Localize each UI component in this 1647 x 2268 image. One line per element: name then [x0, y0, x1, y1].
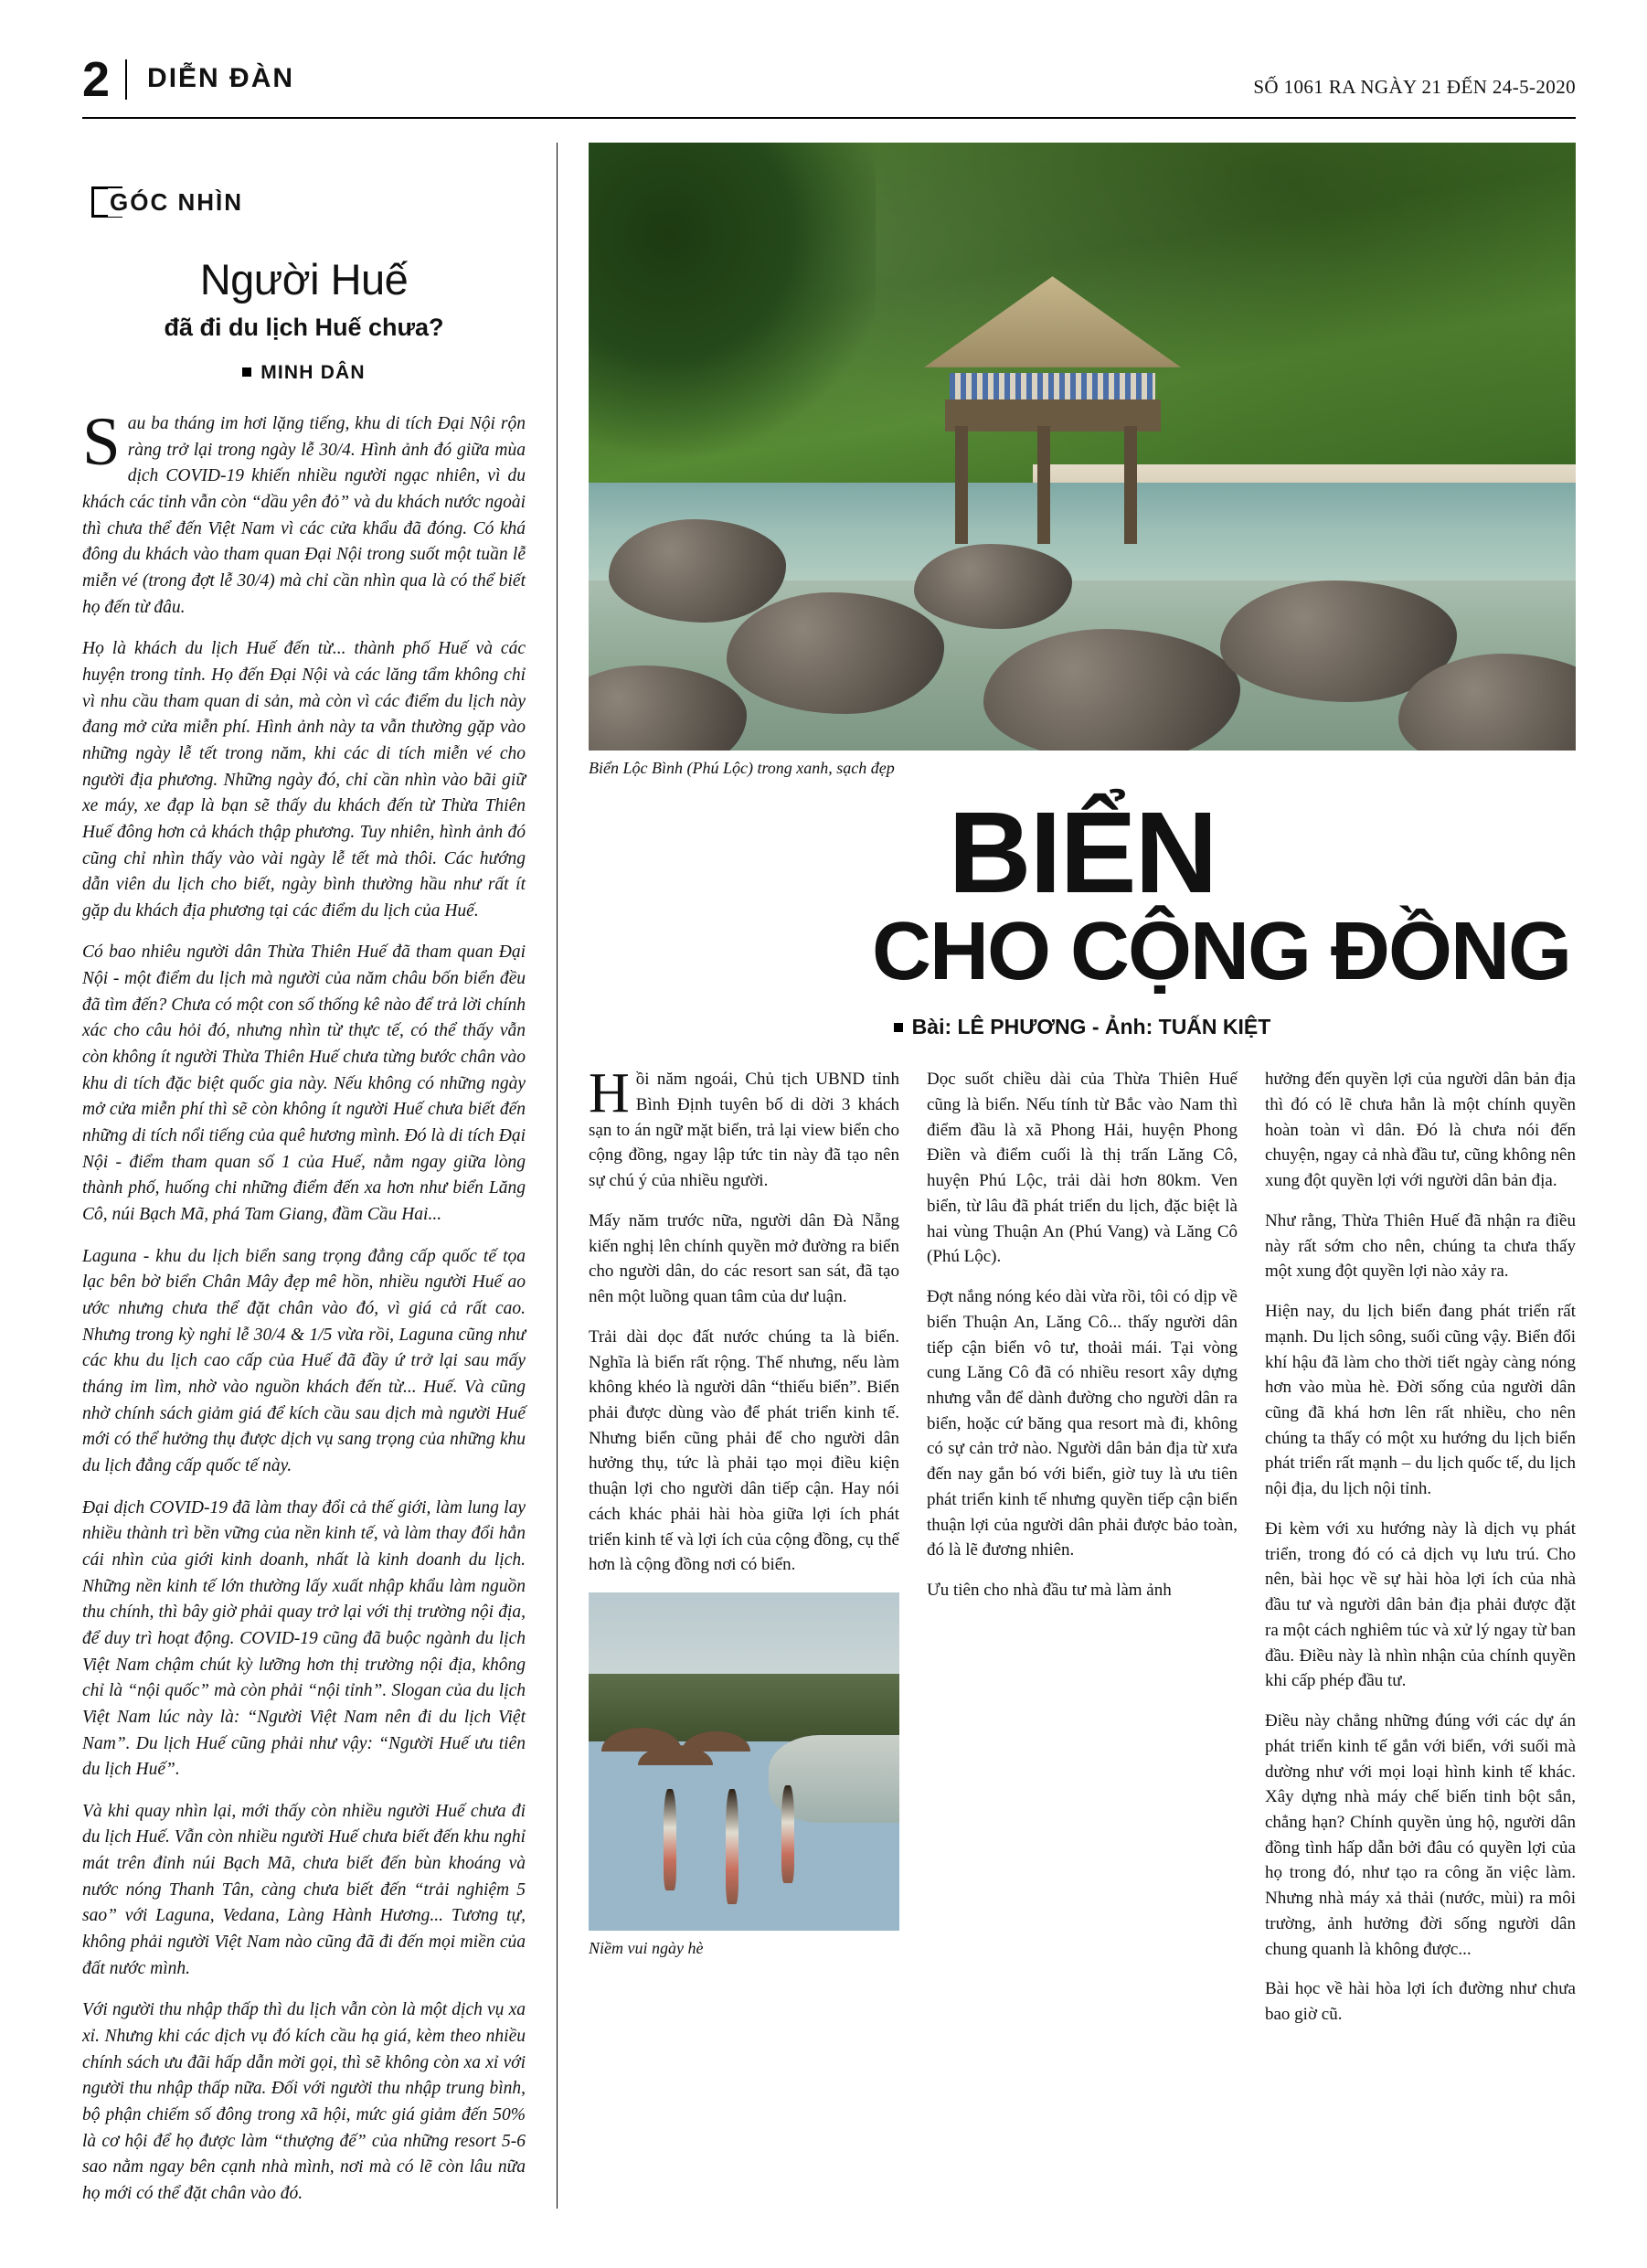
photo-child [726, 1789, 738, 1904]
kicker-label: GÓC NHÌN [110, 187, 243, 216]
feature-authors: Bài: LÊ PHƯƠNG - Ảnh: TUẤN KIỆT [911, 1015, 1271, 1039]
paragraph: Dọc suốt chiều dài của Thừa Thiên Huế cũng là biển. Nếu tính từ Bắc vào Nam thì điểm đầu là xã Phong Hải, huyện Phong Điền và điểm cuối là thị trấn Lăng Cô, huyện Phú Lộc, trải dài hơn 80km. Ven biển, từ lâu đã phát triển du lịch, đặc biệt là hai vùng Thuận An (Phú Vang) và Lăng Cô (Phú Lộc). [927, 1070, 1238, 1267]
photo-railing [950, 373, 1155, 402]
section-title: DIỄN ĐÀN [147, 63, 295, 93]
dropcap: H [589, 1062, 630, 1125]
feature-column [558, 143, 1576, 2209]
feature-title-line2: CHO CỘNG ĐỒNG [871, 905, 1570, 997]
photo-caption-top: Biển Lộc Bình (Phú Lộc) trong xanh, sạch đẹp [589, 759, 895, 777]
photo-stilt-leg [1124, 426, 1137, 544]
paragraph: Đại dịch COVID-19 đã làm thay đổi cả thế giới, làm lung lay nhiều thành trì bền vững của nền kinh tế, và làm thay đổi hẳn cái nhìn của giới kinh doanh, nhất là kinh doanh du lịch. Những nền kinh tế lớn thường lấy xuất nhập khẩu làm nguồn thu chính, thì bây giờ phải quay trở lại với thị trường nội địa, để duy trì hoạt động. COVID-19 cũng đã buộc ngành du lịch Việt Nam chậm chút kỳ lưỡng hơn thị trường nội địa, không chỉ là “nội quốc” mà còn phải “nội tỉnh”. Slogan của du lịch Việt Nam lúc này là: “Người Việt Nam nên đi du lịch Việt Nam”. Du lịch Huế cũng phải như vậy: “Người Huế ưu tiên du lịch Huế”. [82, 1497, 526, 1780]
paragraph-text: ồi năm ngoái, Chủ tịch UBND tỉnh Bình Định tuyên bố di dời 3 khách sạn to án ngữ mặt biển, trả lại view biển cho cộng đồng, ngay lập tức tin này đã tạo nên sự chú ý của nhiều người. [589, 1070, 899, 1191]
paragraph: Mấy năm trước nữa, người dân Đà Nẵng kiến nghị lên chính quyền mở đường ra biển cho người dân, do các resort san sát, đã tạo nên một luồng quan tâm của dư luận. [589, 1210, 899, 1307]
page-content [82, 143, 1576, 2209]
paragraph-text: au ba tháng im hơi lặng tiếng, khu di tích Đại Nội rộn ràng trở lại trong ngày lễ 30/4. Hình ảnh đó giữa mùa dịch COVID-19 khiến nhiều người ngạc nhiên, vì du khách các tỉnh vẫn còn “dầu yên đỏ” và du khách nước ngoài thì chưa thể đến Việt Nam vì các cửa khẩu đã đóng. Có khá đông du khách vào tham quan Đại Nội trong suốt một tuần lễ miễn vé (trong đợt lễ 30/4) mà chỉ cần nhìn qua là có thể biết họ đến từ đâu. [82, 414, 526, 617]
masthead-left [82, 52, 295, 107]
kicker-block [82, 186, 526, 218]
paragraph: Trải dài dọc đất nước chúng ta là biển. Nghĩa là biển rất rộng. Thế nhưng, nếu làm không khéo là người dân “thiếu biển”. Biển phải được dùng vào để phát triển kinh tế. Nhưng biển cũng phải để cho người dân hưởng thụ, tức là phải tạo mọi điều kiện thuận lợi cho người dân tiếp cận. Hay nói cách khác phải hài hòa giữa lợi ích phát triển kinh tế và lợi ích của cộng đồng, cụ thể hơn là cộng đồng nơi có biển. [589, 1326, 899, 1575]
photo-rock [727, 592, 944, 714]
opinion-column [82, 143, 558, 2209]
photo-child [781, 1785, 794, 1883]
photo-stilt-leg [955, 426, 968, 544]
paragraph: Và khi quay nhìn lại, mới thấy còn nhiều người Huế chưa đi du lịch Huế. Vẫn còn nhiều người Huế chưa biết đến khu nghỉ mát trên đỉnh núi Bạch Mã, chưa biết đến bùn khoáng và nước nóng Thanh Tân, càng chưa biết đến “trải nghiệm 5 sao” với Laguna, Vedana, Làng Hành Hương... Tương tự, không phải người Việt Nam nào cũng đã đi đến mọi miền của đất nước mình. [82, 1801, 526, 1978]
dropcap: S [82, 404, 121, 480]
paragraph: Laguna - khu du lịch biển sang trọng đẳng cấp quốc tế tọa lạc bên bờ biển Chân Mây đẹp mê hồn, nhiều người Huế ao ước nhưng chưa thể đặt chân vào đó, vì giá cả rất cao. Nhưng trong kỳ nghỉ lễ 30/4 & 1/5 vừa rồi, Laguna cũng như các khu du lịch cao cấp của Huế đã đầy ứ trở lại sau mấy tháng im lìm, nhờ vào nguồn khách đến từ... Huế. Và cũng nhờ chính sách giảm giá để kích cầu sau dịch mà người Huế mới có thể hưởng thụ được dịch vụ sang trọng của những khu du lịch đẳng cấp quốc tế này. [82, 1246, 526, 1475]
issue-info: SỐ 1061 RA NGÀY 21 ĐẾN 24-5-2020 [1253, 76, 1576, 98]
page-number: 2 [82, 52, 110, 107]
feature-body [589, 1062, 1576, 2042]
bullet-square-icon [242, 367, 251, 377]
feature-col-1 [589, 1062, 899, 2042]
paragraph: Bài học về hài hòa lợi ích đường như chưa bao giờ cũ. [1265, 1979, 1576, 2025]
paragraph: Có bao nhiêu người dân Thừa Thiên Huế đã tham quan Đại Nội - một điểm du lịch mà người của năm châu bốn biển đều đã tìm đến? Chưa có một con số thống kê nào để trả lời chính xác cho câu hỏi đó, nhưng nhìn từ thực tế, có thể thấy vẫn còn không ít người Thừa Thiên Huế chưa từng bước chân vào khu di tích đặc biệt quốc gia này. Nếu không có những ngày mở cửa miễn phí thì sẽ còn không ít người Huế chưa biết đến những di tích nổi tiếng của quê hương mình. Đó là di tích Đại Nội - điểm tham quan số 1 của Huế, nằm ngay giữa lòng thành phố, huống chi những điểm đến xa hơn như biển Lăng Cô, núi Bạch Mã, phá Tam Giang, đầm Cầu Hai... [82, 942, 526, 1225]
feature-title-line1: BIỂN [948, 788, 1217, 917]
paragraph: Như rằng, Thừa Thiên Huế đã nhận ra điều này rất sớm cho nên, chúng ta chưa thấy một xung đột quyền lợi nào xảy ra. [1265, 1210, 1576, 1282]
paragraph [589, 1062, 899, 1194]
paragraph: Đi kèm với xu hướng này là dịch vụ phát triển, trong đó có cả dịch vụ lưu trú. Cho nên, bài học về sự hài hòa lợi ích của nhà đầu tư và người dân bản địa phải được đặt ra một cách nghiêm túc và xử lý ngay từ ban đầu. Điều này là nhìn nhận của chính quyền khi cấp phép đầu tư. [1265, 1518, 1576, 1691]
photo-loc-binh-beach [589, 143, 1576, 751]
paragraph: Với người thu nhập thấp thì du lịch vẫn còn là một dịch vụ xa xỉ. Nhưng khi các dịch vụ đó kích cầu hạ giá, kèm theo nhiều chính sách ưu đãi hấp dẫn mời gọi, thì sẽ không còn xa xỉ với người thu nhập thấp nữa. Đối với người thu nhập trung bình, bộ phận chiếm số đông trong xã hội, mức giá giảm đến 50% là cơ hội để họ được làm “thượng đế” của những resort 5-6 sao nằm ngay bên cạnh nhà mình, nơi mà có lẽ còn lâu nữa họ mới có thể đặt chân vào đó. [82, 2000, 526, 2203]
feature-col-2 [927, 1067, 1238, 2042]
photo-caption-bottom: Niềm vui ngày hè [589, 1939, 704, 1958]
photo-thatched-roof [924, 276, 1181, 367]
opinion-author: MINH DÂN [260, 362, 366, 383]
opinion-byline [82, 362, 526, 384]
photo-child [664, 1789, 676, 1890]
paragraph: hưởng đến quyền lợi của người dân bản địa thì đó có lẽ chưa hẳn là một chính quyền hoàn toàn vì dân. Đó là chưa nói đến chuyện, ngay cả nhà đầu tư, cũng không nên xung đột quyền lợi với người dân bản địa. [1265, 1070, 1576, 1191]
paragraph: Ưu tiên cho nhà đầu tư mà làm ảnh [927, 1581, 1172, 1601]
opinion-headline: Người Huế [199, 255, 409, 303]
paragraph: Đợt nắng nóng kéo dài vừa rồi, tôi có dịp về biển Thuận An, Lăng Cô... thấy người dân tiếp cận biển vô tư, thoải mái. Tại vòng cung Lăng Cô đã có nhiều resort xây dựng nhưng vẫn để dành đường cho người dân ra biển, hoặc cứ băng qua resort mà đi, không có sự cản trở nào. Người dân bản địa từ xưa đến nay gắn bó với biển, giờ tuy là ưu tiên phát triển kinh tế nhưng quyền tiếp cận biển thuận lợi của người dân phải được bảo toàn, đó là lẽ đương nhiên. [927, 1287, 1238, 1560]
bullet-square-icon [894, 1023, 903, 1032]
feature-byline [589, 1015, 1576, 1039]
masthead [82, 52, 1576, 119]
photo-stilt-house [924, 276, 1181, 544]
paragraph: Họ là khách du lịch Huế đến từ... thành phố Huế và các huyện trong tỉnh. Họ đến Đại Nội và các lăng tẩm không chỉ vì nhu cầu tham quan di sản, mà còn vì các điểm du lịch này đang mở cửa miễn phí. Hình ảnh này ta vẫn thường gặp vào những ngày lễ tết trong năm, khi các di tích miễn vé cho người địa phương. Những ngày đó, chỉ cần nhìn vào bãi giữ xe máy, xe đạp là bạn sẽ thấy du khách đến từ Thừa Thiên Huế đông hơn cả khách thập phương. Tuy nhiên, hình ảnh đó cũng chỉ nhìn thấy vào vài ngày lễ tết mà thôi. Các hướng dẫn viên du lịch cho biết, ngày bình thường hầu như rất ít gặp du khách địa phương tại các điểm du lịch của Huế. [82, 639, 526, 921]
photo-rock [914, 544, 1072, 629]
photo-stilt-leg [1037, 426, 1050, 544]
feature-col-3 [1265, 1067, 1576, 2042]
paragraph [82, 404, 526, 621]
opinion-subheadline: đã đi du lịch Huế chưa? [164, 314, 444, 341]
photo-children-on-beach [589, 1592, 899, 1931]
photo-foliage [589, 143, 876, 468]
paragraph: Hiện nay, du lịch biển đang phát triển rất mạnh. Du lịch sông, suối cũng vậy. Biển đổi khí hậu đã làm cho thời tiết ngày càng nóng hơn vào mùa hè. Đời sống của người dân cũng đã khá hơn lên rất nhiều, cho nên chúng ta thấy có một xu hướng du lịch biển phát triển rất mạnh – du lịch quốc tế, du lịch nội địa, du lịch nội tỉnh. [1265, 1302, 1576, 1499]
opinion-body [82, 404, 526, 2208]
masthead-divider [125, 59, 127, 100]
photo-rock [609, 519, 786, 623]
feature-title [589, 788, 1576, 997]
paragraph: Điều này chẳng những đúng với các dự án phát triển kinh tế gắn với biển, với suối mà dường như với mọi loại hình kinh tế khác. Xây dựng nhà máy chế biến tinh bột sắn, chẳng hạn? Chính quyền ủng hộ, người dân đồng tình hấp dẫn bởi đâu có quyền lợi của họ trong đó, như tạo ra công ăn việc làm. Nhưng nhà máy xả thải (nước, mùi) ra môi trường, ảnh hưởng đời sống người dân chung quanh là không được... [1265, 1711, 1576, 1959]
